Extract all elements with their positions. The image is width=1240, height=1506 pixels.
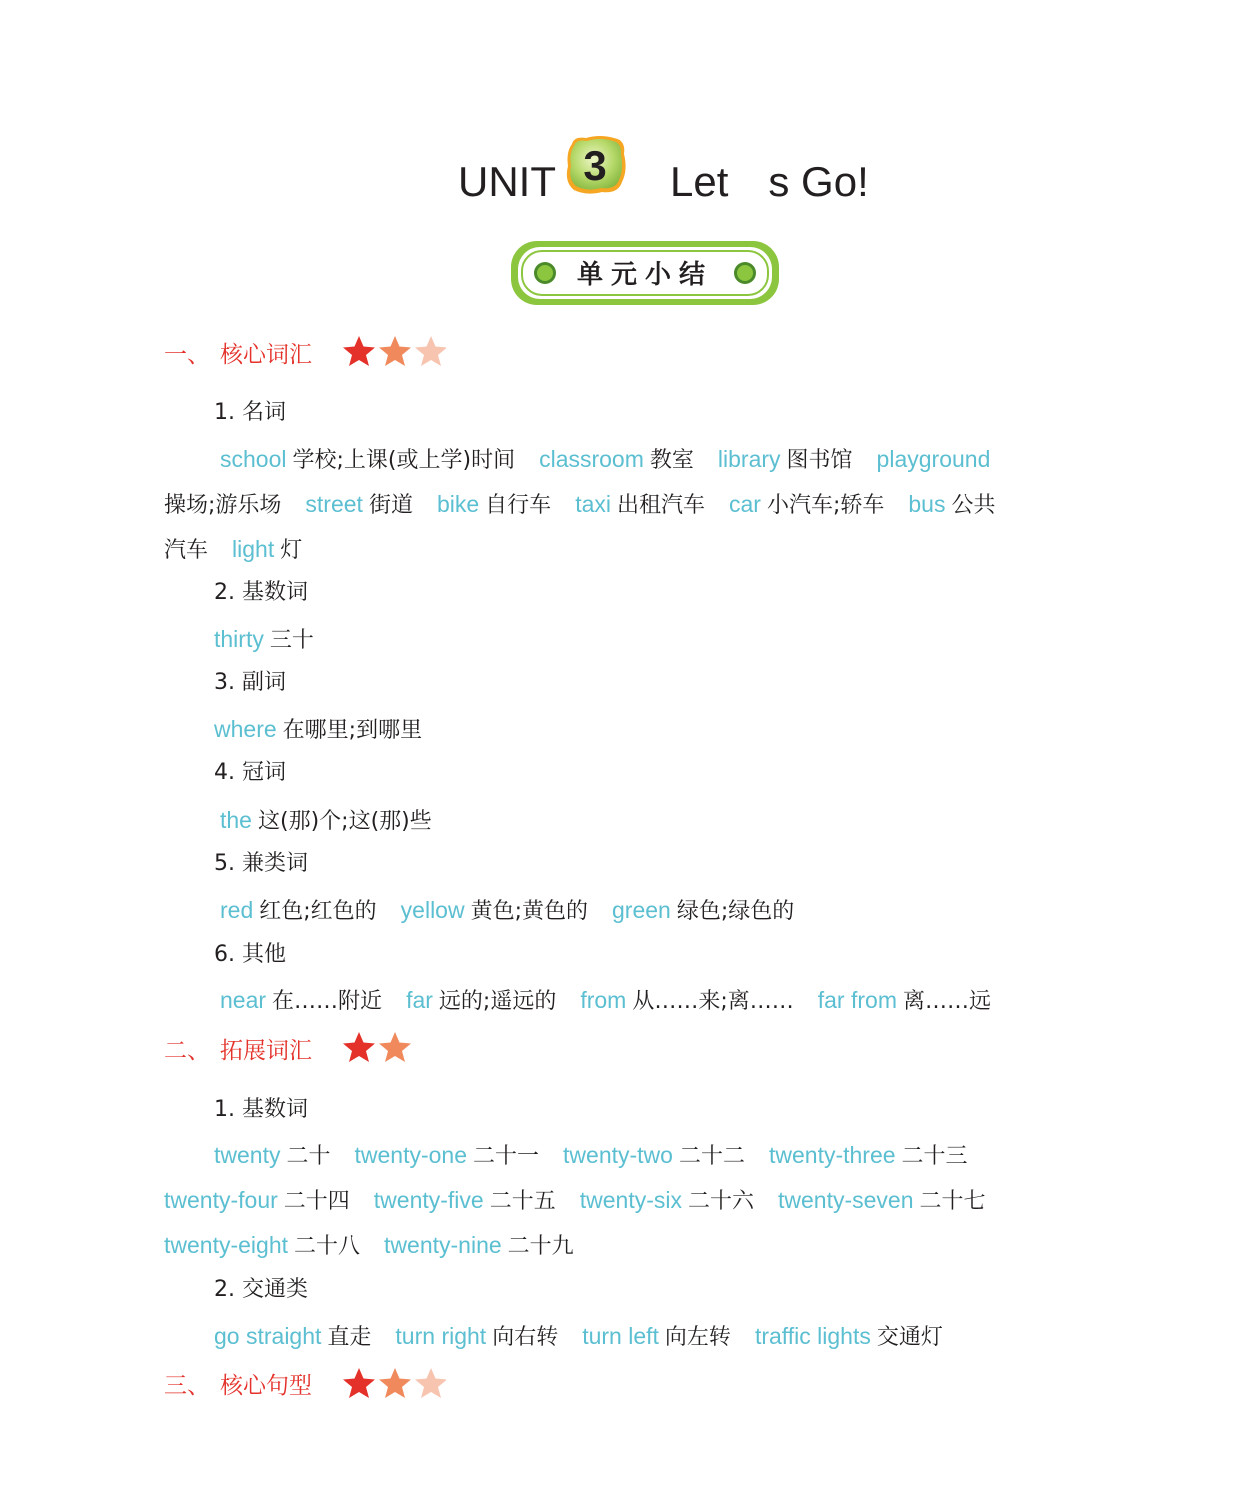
vocab-zh: 在……附近 — [272, 989, 383, 1014]
vocab-en: traffic lights — [754, 1323, 871, 1349]
vocab-en: red — [220, 897, 254, 923]
vocab-zh: 黄色;黄色的 — [470, 899, 589, 924]
vocab-zh: 二十六 — [687, 1189, 754, 1214]
vocab-line — [214, 714, 422, 744]
unit-title-rest-text: Let s Go! — [670, 158, 869, 205]
vocab-en: bike — [436, 491, 480, 517]
vocab-zh: 三十 — [269, 628, 314, 653]
vocab-en: taxi — [575, 491, 611, 517]
subsection-title: 2. 交通类 — [214, 1277, 308, 1302]
subsection-title: 1. 名词 — [214, 400, 286, 425]
vocab-zh: 向右转 — [492, 1325, 559, 1350]
vocab-en: street — [305, 491, 363, 517]
vocab-zh: 街道 — [368, 493, 413, 518]
vocab-en: yellow — [400, 897, 465, 923]
unit-number-badge — [564, 134, 628, 196]
vocab-zh: 远的;遥远的 — [438, 989, 557, 1014]
vocab-en: twenty-nine — [384, 1232, 502, 1258]
vocab-line — [220, 895, 794, 925]
difficulty-stars — [342, 1030, 412, 1066]
vocab-zh: 公共 — [951, 493, 996, 518]
vocab-en: green — [612, 897, 671, 923]
vocab-zh: 二十四 — [283, 1189, 350, 1214]
star-icon — [343, 336, 375, 366]
subsection-title: 3. 副词 — [214, 670, 286, 695]
vocab-en: bus — [908, 491, 946, 517]
vocab-en: twenty-seven — [778, 1187, 914, 1213]
vocab-en: go straight — [214, 1323, 322, 1349]
vocab-zh: 二十五 — [489, 1189, 556, 1214]
vocab-zh: 直走 — [327, 1325, 372, 1350]
unit-title-rest — [670, 158, 869, 206]
vocab-en: car — [729, 491, 761, 517]
vocab-line — [214, 1321, 943, 1351]
vocab-zh: 这(那)个;这(那)些 — [257, 809, 432, 834]
vocab-line — [164, 1185, 986, 1215]
section-heading-extended-vocab — [164, 1035, 312, 1067]
vocab-line — [214, 1140, 968, 1170]
vocab-zh: 图书馆 — [786, 448, 853, 473]
vocab-zh: 出租汽车 — [616, 493, 705, 518]
star-icon — [343, 1032, 375, 1062]
vocab-en: far — [406, 987, 433, 1013]
vocab-en: school — [220, 446, 287, 472]
unit-number: 3 — [583, 142, 607, 189]
subsection-title: 4. 冠词 — [214, 760, 286, 785]
vocab-en: playground — [876, 446, 991, 472]
vocab-zh: 教室 — [649, 448, 694, 473]
unit-title-word: UNIT — [458, 158, 556, 205]
vocab-zh: 自行车 — [485, 493, 552, 518]
vocab-en: twenty-six — [579, 1187, 682, 1213]
vocab-zh: 二十 — [286, 1144, 331, 1169]
section-number: 二、 — [164, 1038, 210, 1064]
section-label: 核心词汇 — [220, 342, 312, 368]
section-heading-core-sentences — [164, 1370, 312, 1402]
banner-dot-left-icon — [534, 262, 556, 284]
vocab-line — [164, 1230, 574, 1260]
star-icon — [379, 1368, 411, 1398]
vocab-zh: 操场;游乐场 — [164, 493, 282, 518]
vocab-en: near — [220, 987, 267, 1013]
vocab-en: twenty-eight — [164, 1232, 289, 1258]
vocab-zh: 二十八 — [294, 1234, 361, 1259]
vocab-zh: 交通灯 — [876, 1325, 943, 1350]
vocab-en: turn left — [582, 1323, 659, 1349]
section-number: 一、 — [164, 342, 210, 368]
vocab-en: turn right — [395, 1323, 487, 1349]
banner-label: 单元小结 — [576, 260, 714, 290]
vocab-zh: 绿色;绿色的 — [676, 899, 795, 924]
vocab-en: far from — [817, 987, 897, 1013]
vocab-en: twenty-three — [768, 1142, 896, 1168]
vocab-en: light — [232, 536, 275, 562]
star-icon — [379, 1032, 411, 1062]
vocab-zh: 学校;上课(或上学)时间 — [292, 448, 516, 473]
difficulty-stars — [342, 334, 446, 370]
subsection-title: 6. 其他 — [214, 942, 286, 967]
section-label: 拓展词汇 — [220, 1038, 312, 1064]
vocab-line — [220, 985, 991, 1015]
vocab-line — [164, 489, 995, 519]
star-icon — [379, 336, 411, 366]
star-icon — [343, 1368, 375, 1398]
section-number: 三、 — [164, 1373, 210, 1399]
subsection-title: 1. 基数词 — [214, 1097, 308, 1122]
vocab-en: from — [580, 987, 627, 1013]
vocab-zh: 灯 — [280, 538, 303, 563]
vocab-en: twenty-two — [563, 1142, 673, 1168]
section-label: 核心句型 — [220, 1373, 312, 1399]
vocab-zh: 在哪里;到哪里 — [282, 718, 423, 743]
vocab-en: twenty-five — [373, 1187, 484, 1213]
summary-banner — [509, 239, 781, 307]
vocab-zh: 二十九 — [507, 1234, 574, 1259]
banner-dot-right-icon — [734, 262, 756, 284]
vocab-en: twenty-four — [164, 1187, 278, 1213]
vocab-zh: 小汽车;轿车 — [766, 493, 885, 518]
vocab-en: twenty — [214, 1142, 281, 1168]
vocab-zh: 二十二 — [678, 1144, 745, 1169]
vocab-zh: 二十七 — [919, 1189, 986, 1214]
vocab-zh: 二十一 — [473, 1144, 540, 1169]
vocab-zh: 离……远 — [902, 989, 991, 1014]
vocab-en: library — [717, 446, 781, 472]
subsection-title: 5. 兼类词 — [214, 851, 308, 876]
vocab-line — [220, 805, 432, 835]
vocab-zh: 红色;红色的 — [259, 899, 377, 924]
star-icon — [415, 336, 446, 366]
vocab-en: classroom — [539, 446, 644, 472]
vocab-zh: 从……来;离…… — [632, 989, 794, 1014]
difficulty-stars — [342, 1366, 446, 1402]
vocab-zh-continued: 汽车 — [164, 538, 209, 563]
subsection-title: 2. 基数词 — [214, 580, 308, 605]
vocab-en: thirty — [214, 626, 264, 652]
vocab-en: where — [214, 716, 277, 742]
vocab-zh: 向左转 — [664, 1325, 731, 1350]
vocab-zh: 二十三 — [901, 1144, 968, 1169]
vocab-en: the — [220, 807, 252, 833]
star-icon — [415, 1368, 446, 1398]
vocab-line — [220, 444, 990, 474]
vocab-en: twenty-one — [354, 1142, 468, 1168]
vocab-line — [214, 624, 314, 654]
vocab-line — [164, 534, 302, 564]
section-heading-core-vocab — [164, 339, 312, 371]
